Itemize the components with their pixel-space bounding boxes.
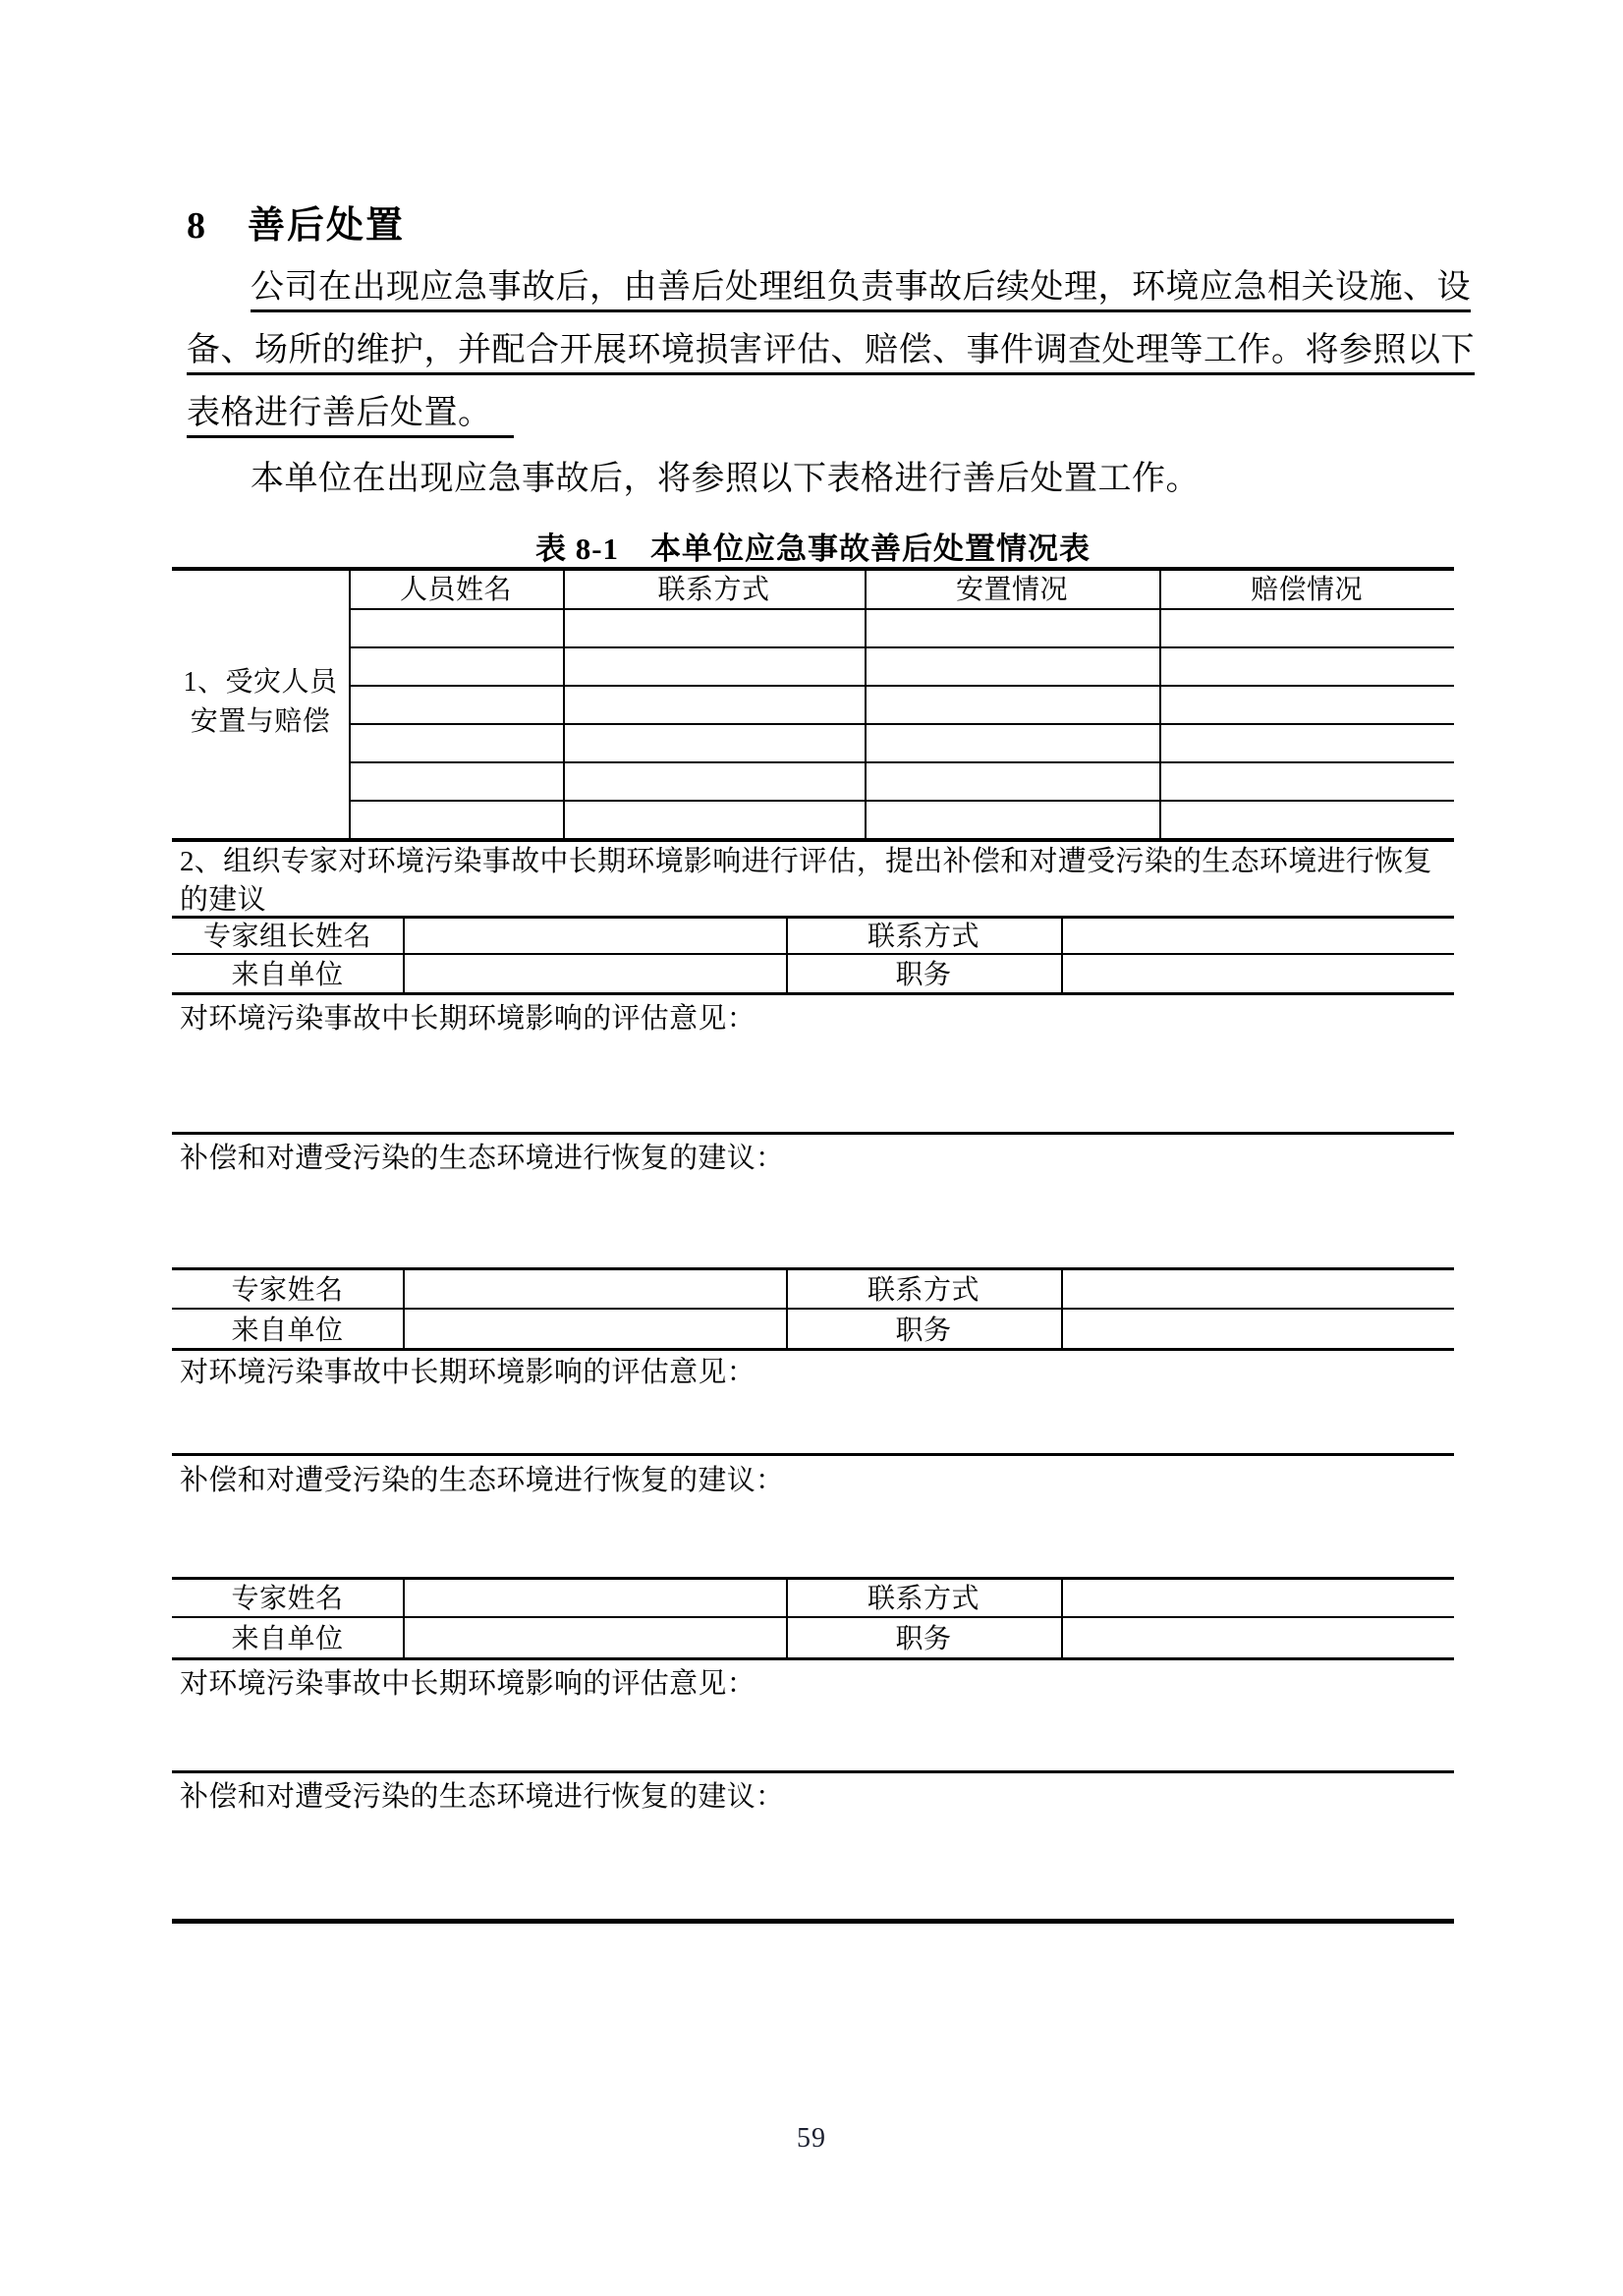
section-divider bbox=[172, 1348, 1454, 1351]
expert-name-label: 专家姓名 bbox=[231, 1584, 344, 1614]
position-field[interactable] bbox=[1063, 1310, 1454, 1348]
col-header-person-name: 人员姓名 bbox=[399, 575, 512, 605]
contact-field[interactable] bbox=[1063, 918, 1454, 953]
blank-row[interactable] bbox=[349, 685, 1454, 723]
suggestion-field[interactable] bbox=[180, 1502, 1447, 1575]
position-label: 职务 bbox=[895, 1315, 952, 1346]
expert-name-label: 专家姓名 bbox=[231, 1274, 344, 1306]
unit-field[interactable] bbox=[405, 955, 786, 992]
suggestion-field[interactable] bbox=[180, 1180, 1447, 1264]
paragraph-line: 表格进行善后处置。 bbox=[187, 382, 1483, 445]
position-label: 职务 bbox=[895, 1624, 952, 1654]
position-field[interactable] bbox=[1063, 955, 1454, 992]
contact-field[interactable] bbox=[1063, 1269, 1454, 1308]
suggestion-field[interactable] bbox=[180, 1819, 1447, 1916]
section-heading bbox=[187, 195, 405, 249]
expert-name-field[interactable] bbox=[405, 1269, 786, 1308]
unit-label: 来自单位 bbox=[231, 1624, 344, 1654]
contact-label: 联系方式 bbox=[867, 1274, 979, 1306]
intro-paragraph bbox=[187, 256, 1483, 445]
section-divider bbox=[172, 992, 1454, 995]
blank-row[interactable] bbox=[349, 723, 1454, 761]
contact-label: 联系方式 bbox=[867, 922, 979, 952]
assessment-title: 对环境污染事故中长期环境影响的评估意见： bbox=[180, 1668, 756, 1700]
page-number: 59 bbox=[797, 2123, 826, 2154]
section2-intro-line: 2、组织专家对环境污染事故中长期环境影响进行评估，提出补偿和对遭受污染的生态环境进行恢复 bbox=[180, 846, 1432, 877]
assessment-title: 对环境污染事故中长期环境影响的评估意见： bbox=[180, 1003, 756, 1035]
position-label: 职务 bbox=[895, 960, 952, 990]
blank-row[interactable] bbox=[349, 646, 1454, 685]
section2-intro bbox=[180, 843, 1449, 920]
assessment-field[interactable] bbox=[180, 1040, 1447, 1129]
section-divider bbox=[172, 1657, 1454, 1660]
leader-name-label: 专家组长姓名 bbox=[202, 922, 371, 952]
section-divider bbox=[172, 1770, 1454, 1773]
col-header-contact: 联系方式 bbox=[657, 575, 770, 605]
expert-name-field[interactable] bbox=[405, 1579, 786, 1616]
section-divider bbox=[172, 1453, 1454, 1456]
body-paragraph: 本单位在出现应急事故后，将参照以下表格进行善后处置工作。 bbox=[251, 461, 1200, 497]
unit-label: 来自单位 bbox=[231, 960, 344, 990]
blank-row[interactable] bbox=[349, 800, 1454, 838]
assessment-field[interactable] bbox=[180, 1706, 1447, 1767]
table-bottom-border bbox=[172, 1919, 1454, 1924]
table-caption: 表 8-1 本单位应急事故善后处置情况表 bbox=[534, 532, 1091, 566]
suggestion-title: 补偿和对遭受污染的生态环境进行恢复的建议： bbox=[180, 1143, 785, 1174]
contact-field[interactable] bbox=[1063, 1579, 1454, 1616]
aftermath-table bbox=[172, 567, 1454, 1924]
position-field[interactable] bbox=[1063, 1618, 1454, 1657]
suggestion-title: 补偿和对遭受污染的生态环境进行恢复的建议： bbox=[180, 1465, 785, 1496]
blank-row[interactable] bbox=[349, 761, 1454, 800]
paragraph-line: 公司在出现应急事故后，由善后处理组负责事故后续处理，环境应急相关设施、设 bbox=[187, 256, 1483, 319]
section-divider bbox=[172, 838, 1454, 842]
paragraph-line: 备、场所的维护，并配合开展环境损害评估、赔偿、事件调查处理等工作。将参照以下 bbox=[187, 319, 1483, 382]
unit-field[interactable] bbox=[405, 1310, 786, 1348]
col-header-compensation: 赔偿情况 bbox=[1250, 575, 1363, 605]
heading-number: 8 bbox=[187, 205, 206, 247]
section1-row-label: 1、受灾人员 安置与赔偿 bbox=[183, 667, 338, 737]
section2-intro-line: 的建议 bbox=[180, 884, 266, 916]
heading-title: 善后处置 bbox=[248, 205, 406, 247]
col-header-resettlement: 安置情况 bbox=[955, 575, 1068, 605]
assessment-field[interactable] bbox=[180, 1394, 1447, 1451]
leader-name-field[interactable] bbox=[405, 918, 786, 953]
section-divider bbox=[172, 1132, 1454, 1135]
blank-row[interactable] bbox=[349, 608, 1454, 646]
unit-label: 来自单位 bbox=[231, 1315, 344, 1346]
suggestion-title: 补偿和对遭受污染的生态环境进行恢复的建议： bbox=[180, 1781, 785, 1813]
unit-field[interactable] bbox=[405, 1618, 786, 1657]
contact-label: 联系方式 bbox=[867, 1584, 979, 1614]
assessment-title: 对环境污染事故中长期环境影响的评估意见： bbox=[180, 1357, 756, 1388]
